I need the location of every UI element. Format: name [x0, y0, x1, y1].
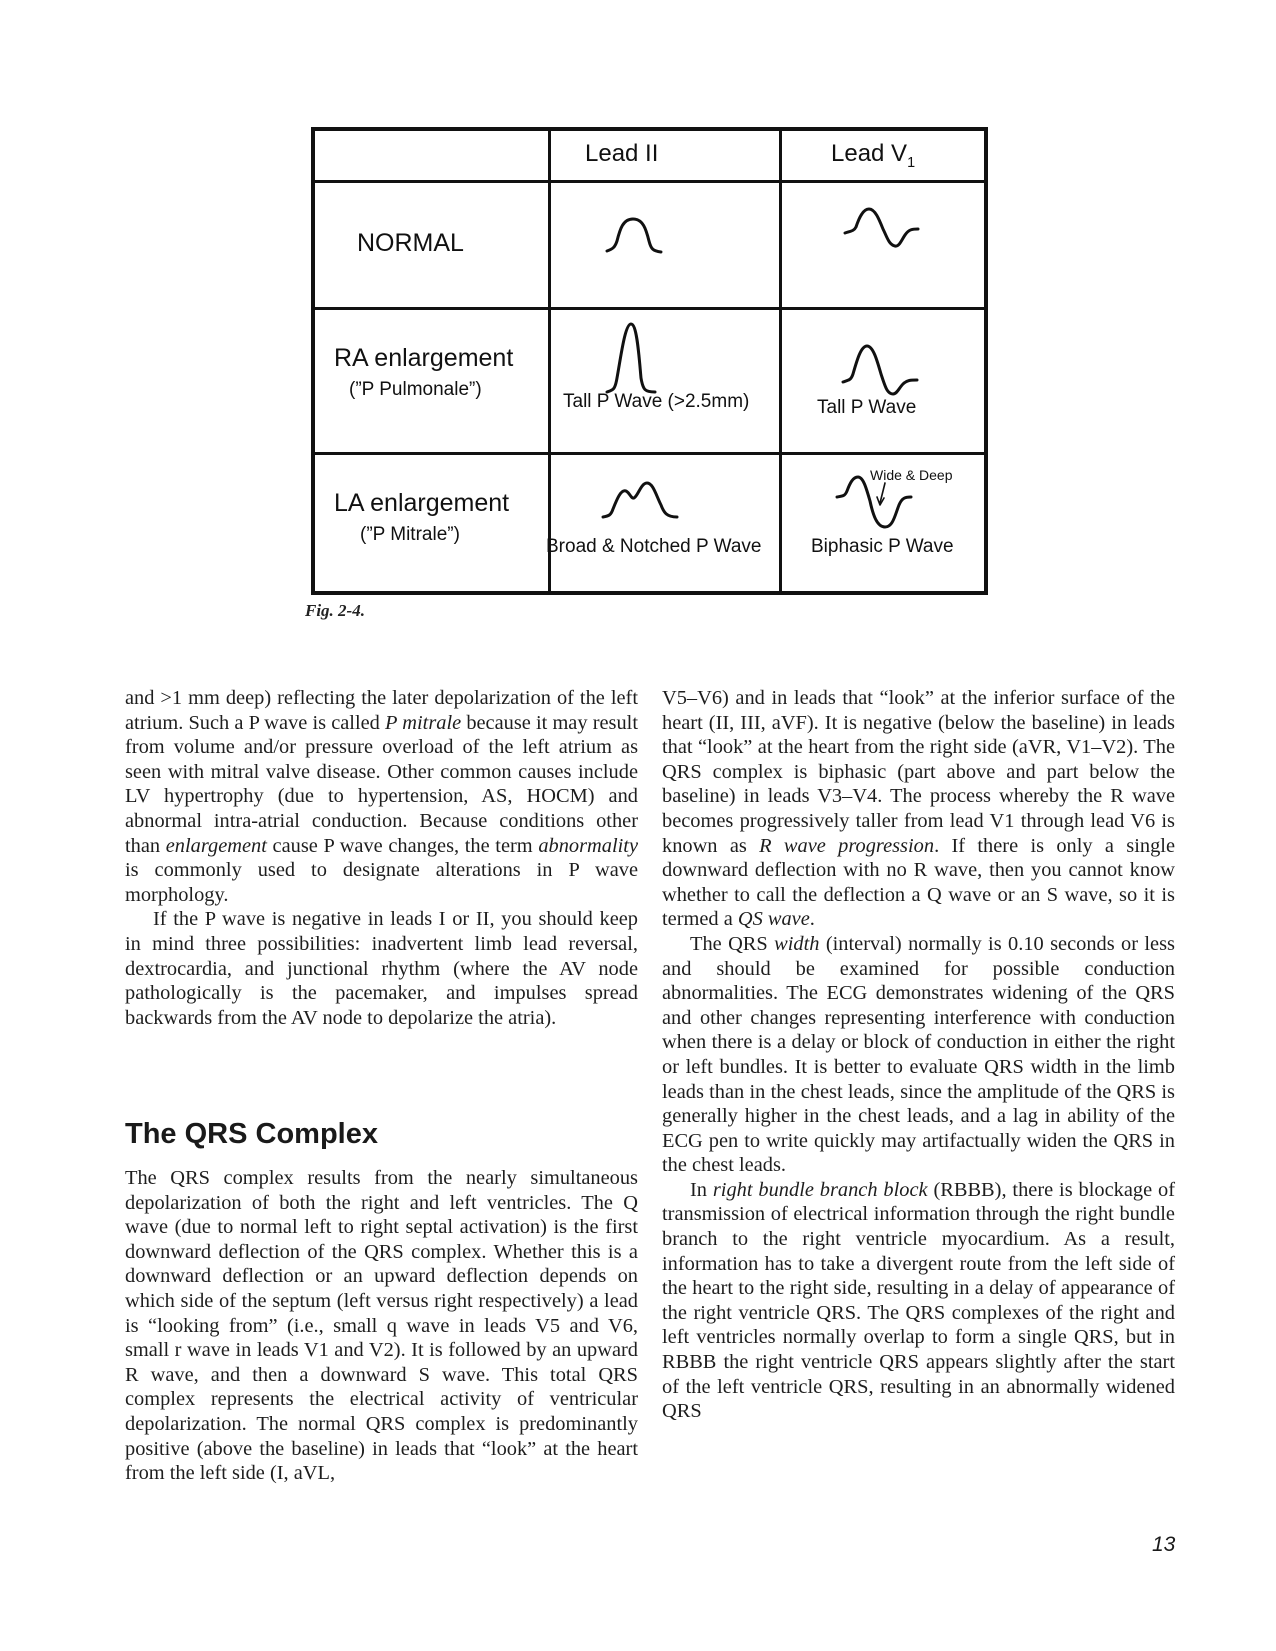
- section-heading: The QRS Complex: [125, 1118, 378, 1150]
- left-column: [125, 686, 638, 1030]
- row-divider: [315, 180, 984, 183]
- paragraph: The QRS width (interval) normally is 0.10 seconds or less and should be examined for possible conduction abnormalities. The ECG demonstrates widening of the QRS and other changes representing interference with conduction when there is a delay or block of conduction in either the right or left bundles. It is better to evaluate QRS width in the limb leads than in the chest leads, since the amplitude of the QRS is generally higher in the chest leads, and a lag in ability of the ECG pen to write quickly may artifactually widen the QRS in the chest leads.: [662, 932, 1175, 1177]
- caption-tall-p-wave-mm: Tall P Wave (>2.5mm): [563, 391, 750, 412]
- paragraph: If the P wave is negative in leads I or II, you should keep in mind three possibilities: inadvertent limb lead reversal, dextrocardia, and junctional rhythm (where the AV node pathologically is the pacemaker, and impulses spread backwards from the AV node to depolarize the atria).: [125, 908, 638, 1029]
- italic-term: width: [774, 932, 820, 955]
- column-divider: [779, 131, 782, 591]
- row-divider: [315, 452, 984, 455]
- row-label-normal: NORMAL: [357, 229, 464, 257]
- row-divider: [315, 307, 984, 310]
- paragraph: and >1 mm deep) reflecting the later depolarization of the left atrium. Such a P wave is called P mitrale because it may result from volume and/or pressure overload of the left atrium as seen with mitral valve disease. Other common causes include LV hypertrophy (due to hypertension, AS, HOCM) and abnormal intra-atrial conduction. Because conditions other than enlargement cause P wave changes, the term abnormality is commonly used to designate alterations in P wave morphology.: [125, 687, 638, 906]
- notched-p-wave-lead-ii-icon: [601, 471, 701, 531]
- figure-table: [311, 127, 988, 595]
- italic-term: R wave progression: [759, 834, 935, 857]
- lead-v1-subscript: 1: [907, 155, 916, 171]
- paragraph: The QRS complex results from the nearly simultaneous depolarization of both the right and left ventricles. The Q wave (due to normal left to right septal activation) is the first downward deflection of the QRS complex. Whether this is a downward deflection or an upward deflection depends on which side of the septum (left versus right respectively) a lead is “looking from” (i.e., small q wave in leads V5 and V6, small r wave in leads V1 and V2). It is followed by an upward R wave, and then a downward S wave. This total QRS complex represents the electrical activity of ventricular depolarization. The normal QRS complex is predominantly positive (above the baseline) in leads that “look” at the heart from the left side (I, aVL,: [125, 1167, 638, 1485]
- figure-caption: Fig. 2-4.: [305, 601, 365, 620]
- row-label-ra-enlargement: RA enlargement: [334, 344, 514, 372]
- page-number: 13: [1152, 1533, 1176, 1556]
- paragraph: V5–V6) and in leads that “look” at the inferior surface of the heart (II, III, aVF). It is negative (below the baseline) in leads that “look” at the heart from the right side (aVR, V1–V2). The QRS complex is biphasic (part above and part below the baseline) in leads V3–V4. The process whereby the R wave becomes progressively taller from lead V1 through lead V6 is known as R wave progression. If there is only a single downward deflection with no R wave, then you cannot know whether to call the deflection a Q wave or an S wave, so it is termed a QS wave.: [662, 687, 1176, 931]
- right-column: [662, 686, 1175, 1424]
- annotation-wide-deep: Wide & Deep: [870, 467, 953, 483]
- lead-v1-label: Lead V: [831, 140, 908, 167]
- italic-term: right bundle branch block: [712, 1178, 928, 1201]
- row-sublabel-p-pulmonale: (”P Pulmonale”): [349, 379, 482, 400]
- caption-biphasic-p-wave: Biphasic P Wave: [811, 536, 954, 557]
- italic-term: abnormality: [538, 834, 638, 857]
- normal-p-wave-lead-ii-icon: [605, 211, 685, 271]
- italic-term: QS wave: [737, 908, 810, 931]
- left-column-continued: [125, 1166, 638, 1486]
- italic-term: P mitrale: [385, 711, 462, 734]
- column-header-lead-v1: [831, 140, 915, 171]
- normal-p-wave-lead-v1-icon: [839, 201, 949, 261]
- row-label-la-enlargement: LA enlargement: [334, 489, 510, 517]
- column-divider: [548, 131, 551, 591]
- caption-broad-notched-p-wave: Broad & Notched P Wave: [546, 536, 762, 557]
- row-sublabel-p-mitrale: (”P Mitrale”): [360, 524, 460, 545]
- column-header-lead-ii: Lead II: [585, 140, 659, 167]
- caption-tall-p-wave: Tall P Wave: [817, 397, 917, 418]
- italic-term: enlargement: [165, 834, 267, 857]
- tall-p-wave-lead-v1-icon: [837, 336, 947, 406]
- paragraph: In right bundle branch block (RBBB), there is blockage of transmission of electrical information through the right bundle branch to the right ventricle myocardium. As a result, information has to take a divergent route from the left side of the heart to the right side, resulting in a delay of appearance of the right ventricle QRS. The QRS complexes of the right and left ventricles normally overlap to form a single QRS, but in RBBB the right ventricle QRS appears slightly after the start of the left ventricle QRS, resulting in an abnormally widened QRS: [662, 1178, 1175, 1423]
